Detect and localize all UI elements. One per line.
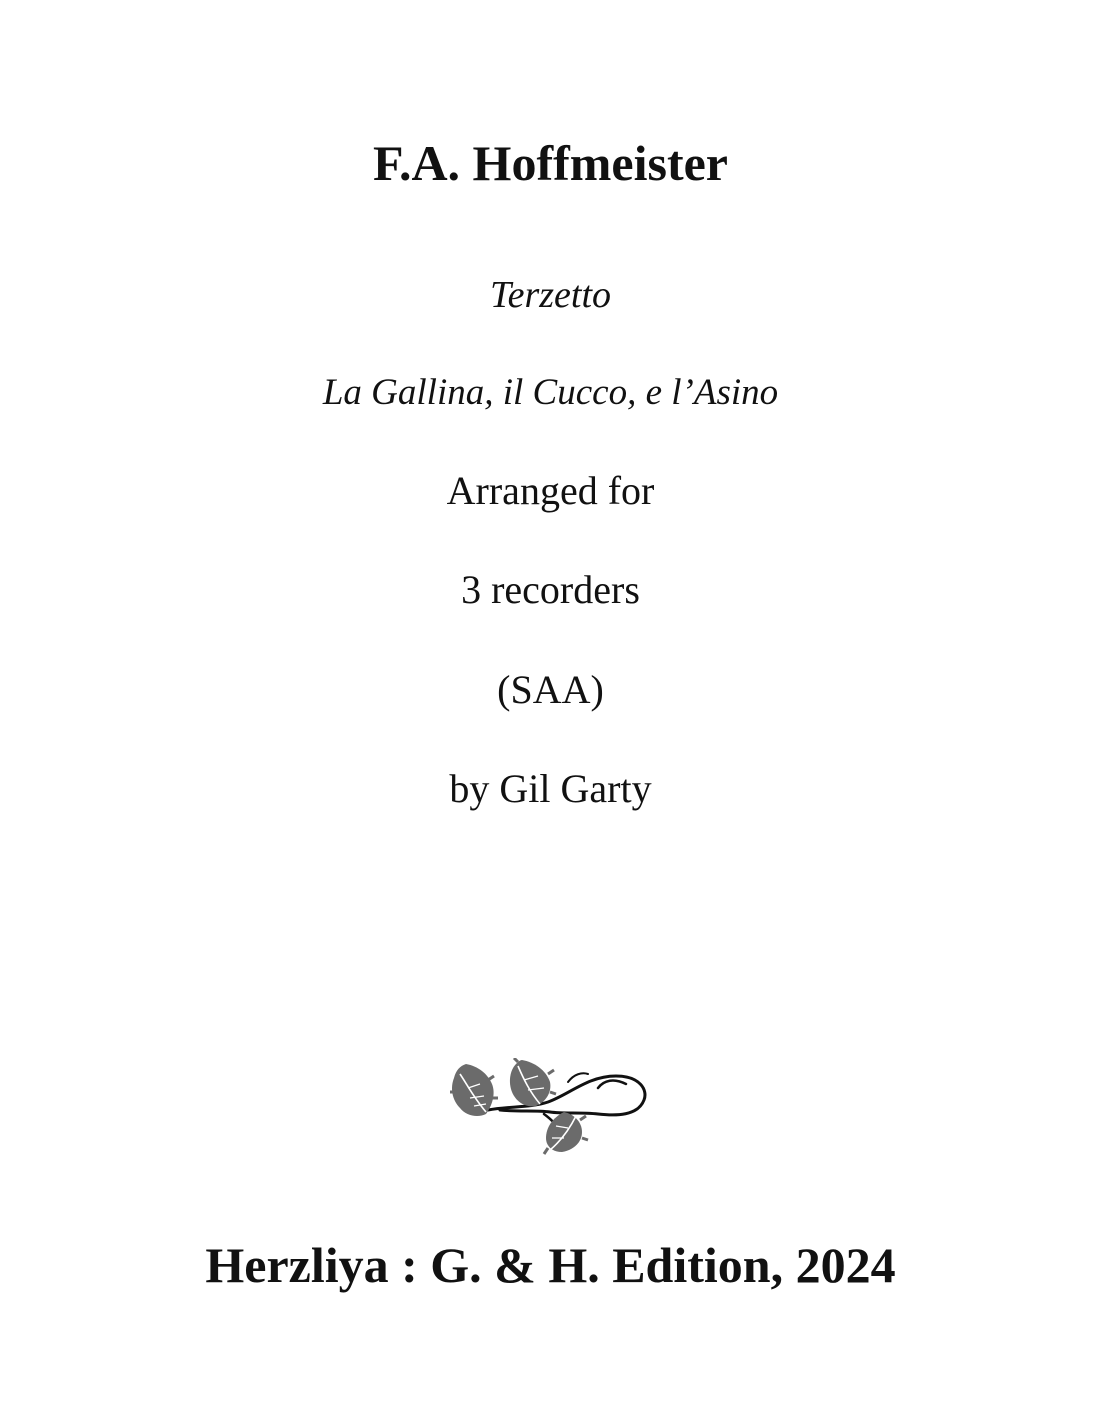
composer-name: F.A. Hoffmeister <box>373 135 728 191</box>
work-title: Terzetto <box>489 274 612 316</box>
arranged-for-label: Arranged for <box>446 468 655 513</box>
work-subtitle: La Gallina, il Cucco, e l’Asino <box>322 372 779 413</box>
instrumentation: 3 recorders <box>461 567 640 612</box>
leaf-middle <box>510 1058 556 1106</box>
voicing: (SAA) <box>497 667 604 712</box>
leaf-vine-ornament-icon <box>448 1058 652 1158</box>
arranger-credit: by Gil Garty <box>449 766 652 811</box>
publisher-imprint: Herzliya : G. & H. Edition, 2024 <box>205 1237 896 1293</box>
